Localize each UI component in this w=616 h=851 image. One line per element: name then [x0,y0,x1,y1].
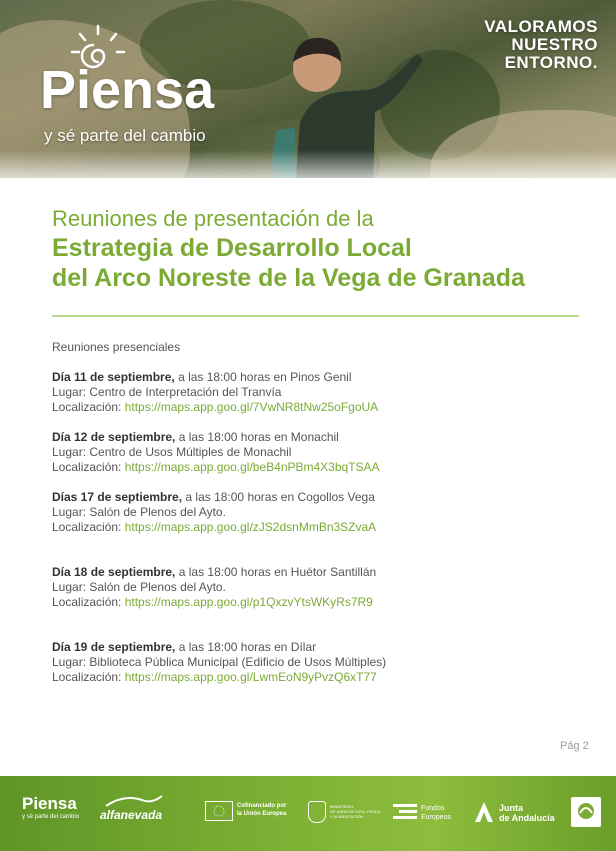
slogan [484,18,598,72]
location-label: Localización: [52,520,125,534]
meeting-item [52,490,572,535]
title-line-2: Estrategia de Desarrollo Local [52,234,412,262]
alfanevada-word: alfanevada [100,808,163,822]
meeting-venue: Lugar: Biblioteca Pública Municipal (Edificio de Usos Múltiples) [52,655,387,669]
fondos-text-line: Fondos [421,805,445,812]
ministry-text-line: DE AGRICULTURA, PESCA [330,809,381,814]
meeting-time-place: a las 18:00 horas en Monachil [175,430,339,444]
map-link[interactable]: https://maps.app.goo.gl/zJS2dsnMmBn3SZvaA [124,520,377,534]
meeting-location-row [52,460,572,475]
meeting-venue: Lugar: Centro de Usos Múltiples de Monachil [52,445,292,459]
meeting-item [52,565,572,610]
meeting-time-place: a las 18:00 horas en Huétor Santillán [175,565,377,579]
slogan-line: NUESTRO [511,35,598,54]
meeting-date-row [52,640,572,655]
footer-logo-tag: y sé parte del cambio [22,814,80,820]
meeting-item [52,640,572,685]
meeting-time-place: a las 18:00 horas en Dílar [175,640,317,654]
eu-text-line: Cofinanciado por [237,803,287,809]
meeting-date: Día 18 de septiembre, [52,565,176,579]
alfanevada-swoosh-icon [104,794,164,808]
title-line-3: del Arco Noreste de la Vega de Granada [52,264,525,292]
meeting-location-row [52,520,572,535]
location-label: Localización: [52,400,125,414]
meeting-time-place: a las 18:00 horas en Pinos Genil [174,370,352,384]
meeting-venue: Lugar: Salón de Plenos del Ayto. [52,580,226,594]
meeting-venue: Lugar: Centro de Interpretación del Tranvía [52,385,282,399]
eu-flag-icon [205,801,233,821]
slogan-line: ENTORNO. [504,53,598,72]
meeting-date: Día 19 de septiembre, [52,640,176,654]
section-label: Reuniones presenciales [52,340,181,354]
meeting-date-row [52,370,572,385]
fondos-text [421,804,451,822]
logo-wordmark: Piensa [40,60,215,120]
slogan-line: VALORAMOS [484,17,598,36]
meeting-date: Día 11 de septiembre, [52,370,175,384]
ministry-text-line: Y ALIMENTACIÓN [330,814,364,819]
map-link[interactable]: https://maps.app.goo.gl/7VwNR8tNw25oFgoUA [124,400,379,414]
ministry-text [330,804,381,819]
title-divider [52,315,579,317]
meeting-location-row [52,670,572,685]
sponsor-footer [0,776,616,851]
alfanevada-logo [100,800,162,822]
hero-photo [0,0,616,178]
junta-text-line: de Andalucía [499,813,555,823]
meeting-date-row [52,430,572,445]
fondos-europeos-icon [393,802,417,820]
map-link[interactable]: https://maps.app.goo.gl/beB4nPBm4X3bqTSAA [124,460,380,474]
meeting-item [52,430,572,475]
piensa-footer-logo [22,794,79,820]
leader-logo-icon [571,797,601,827]
meeting-venue: Lugar: Salón de Plenos del Ayto. [52,505,226,519]
map-link[interactable]: https://maps.app.goo.gl/LwmEoN9yPvzQ6xT77 [124,670,377,684]
meeting-date: Días 17 de septiembre, [52,490,183,504]
meeting-date-row [52,490,572,505]
page-number: Pág 2 [560,740,589,752]
footer-logo-word: Piensa [22,794,77,813]
meeting-item [52,370,572,415]
logo-tagline: y sé parte del cambio [44,126,206,145]
meeting-time-place: a las 18:00 horas en Cogollos Vega [182,490,375,504]
eu-text [237,802,286,818]
location-label: Localización: [52,595,125,609]
coat-of-arms-icon [308,801,326,823]
hero-fade [0,150,616,178]
document-title [52,205,525,293]
location-label: Localización: [52,670,125,684]
location-label: Localización: [52,460,125,474]
meeting-location-row [52,400,572,415]
junta-a-icon [473,801,495,823]
meeting-date-row [52,565,572,580]
title-line-1: Reuniones de presentación de la [52,206,374,231]
map-link[interactable]: https://maps.app.goo.gl/p1QxzvYtsWKyRs7R9 [124,595,373,609]
ministry-text-line: MINISTERIO [330,804,354,809]
eu-text-line: la Unión Europea [237,811,287,817]
meeting-date: Día 12 de septiembre, [52,430,176,444]
junta-text-line: Junta [499,803,524,813]
junta-text [499,803,555,823]
fondos-text-line: Europeos [421,814,451,821]
meeting-location-row [52,595,572,610]
